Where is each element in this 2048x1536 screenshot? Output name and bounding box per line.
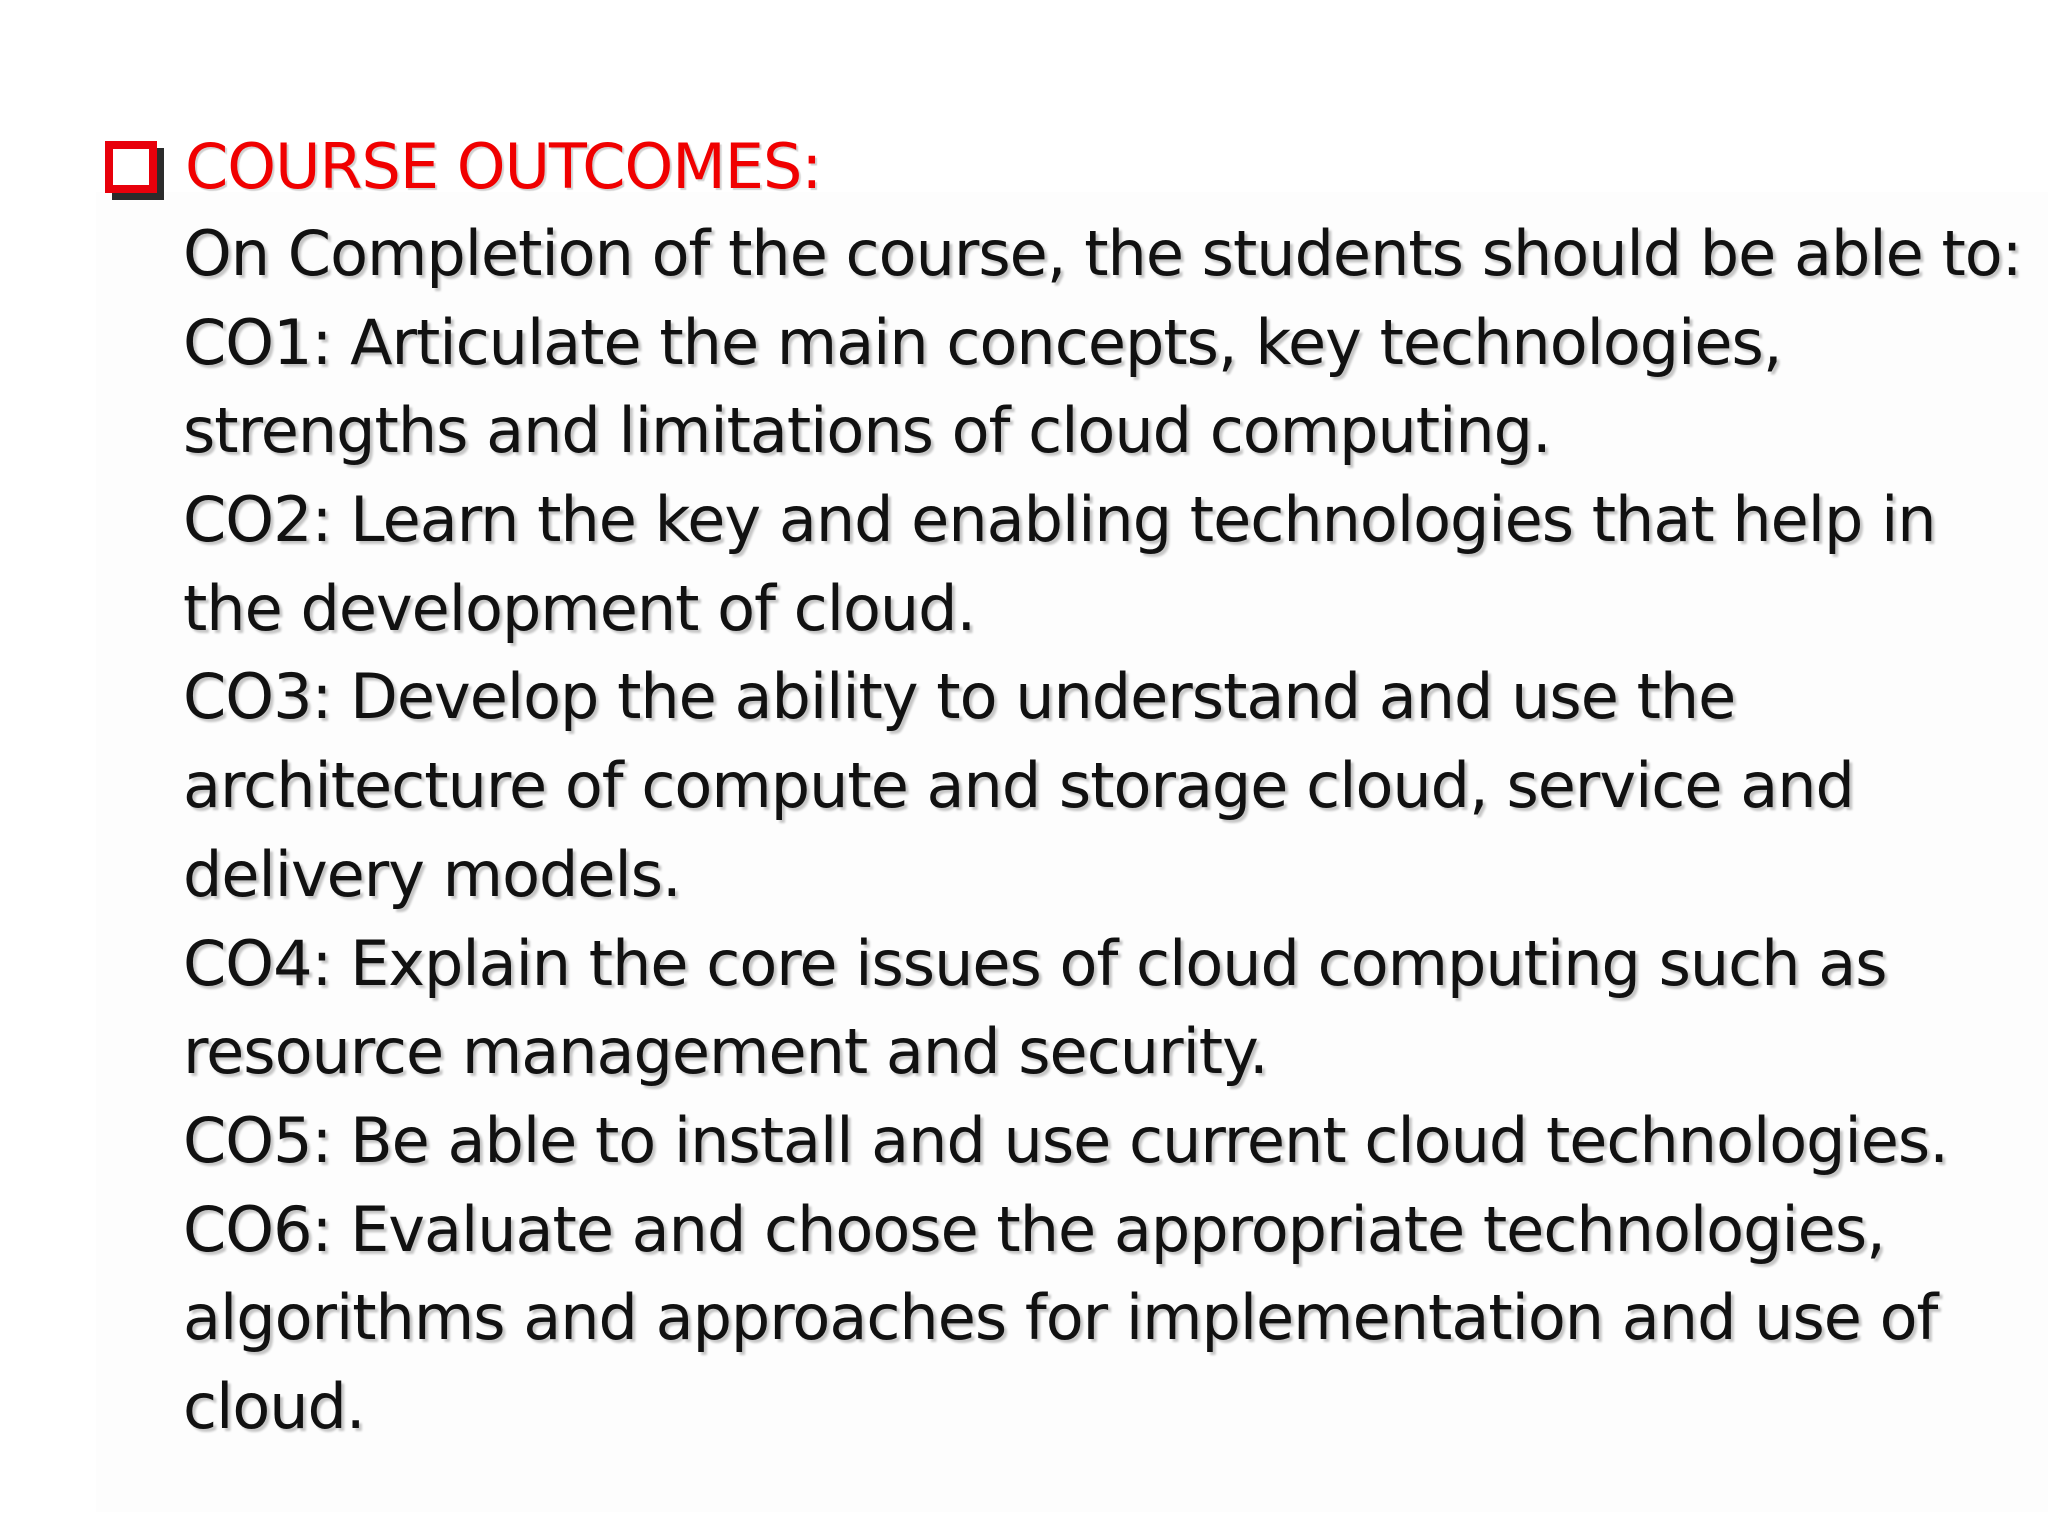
co3-line-1: CO3: Develop the ability to understand and use the [183, 660, 1736, 734]
heading-text: COURSE OUTCOMES: [185, 130, 822, 203]
co1-line-2: strengths and limitations of cloud computing. [183, 394, 1551, 468]
co3-line-2: architecture of compute and storage cloud, service and [183, 749, 1854, 823]
co6-line-2: algorithms and approaches for implementation and use of [183, 1281, 1938, 1355]
checkbox-bullet-icon [105, 141, 157, 193]
outcomes-text [183, 210, 2043, 1452]
co5-line-1: CO5: Be able to install and use current cloud technologies. [183, 1103, 1948, 1177]
co2-line-2: the development of cloud. [183, 571, 976, 645]
co4-line-2: resource management and security. [183, 1015, 1268, 1089]
course-outcomes-heading [105, 126, 821, 208]
co6-line-3: cloud. [183, 1369, 365, 1443]
co2-line-1: CO2: Learn the key and enabling technologies that help in [183, 483, 1936, 557]
intro-line: On Completion of the course, the students should be able to: [183, 217, 2022, 290]
co1-line-1: CO1: Articulate the main concepts, key technologies, [183, 305, 1782, 379]
co3-line-3: delivery models. [183, 837, 681, 911]
co6-line-1: CO6: Evaluate and choose the appropriate technologies, [183, 1192, 1885, 1266]
co4-line-1: CO4: Explain the core issues of cloud computing such as [183, 926, 1887, 1000]
